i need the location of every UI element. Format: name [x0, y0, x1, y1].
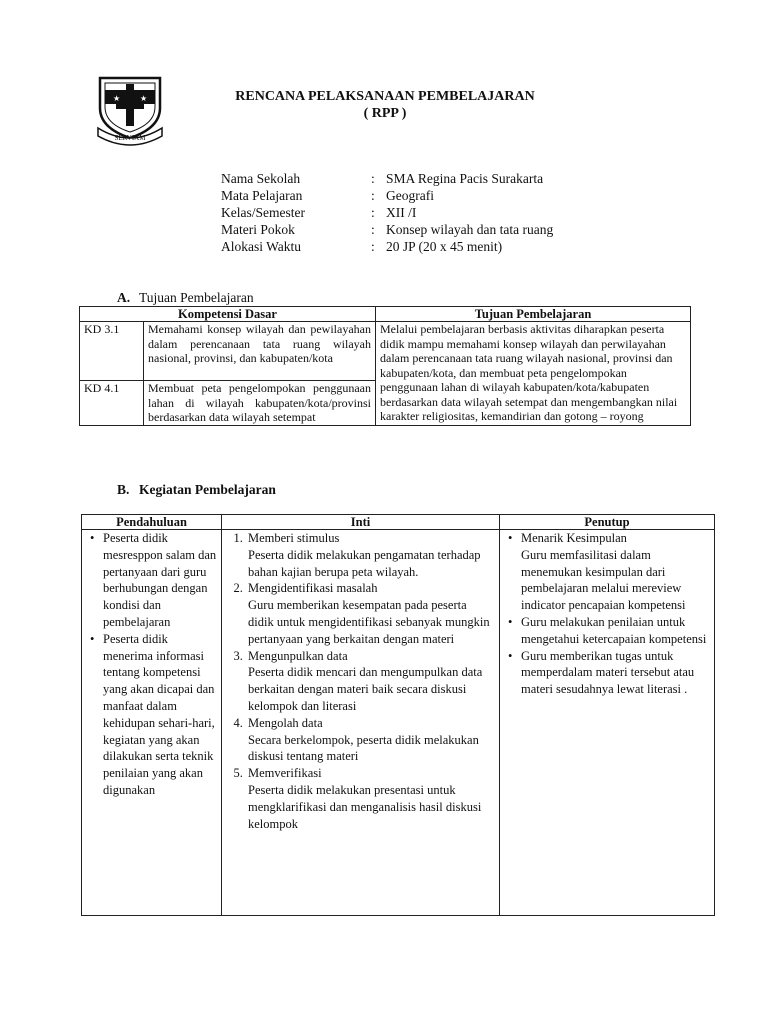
table-row: [82, 530, 715, 916]
closing-title: • Guru melakukan penilaian untuk mengetahui ketercapaian kompetensi: [521, 614, 707, 646]
activities-table: [81, 514, 715, 916]
header-penutup: Penutup: [500, 515, 715, 530]
info-colon: :: [371, 239, 375, 254]
table-header-row: [82, 515, 715, 530]
list-item: [521, 530, 710, 614]
info-label: Mata Pelajaran: [221, 188, 303, 203]
inti-cell: [222, 530, 500, 916]
section-b-letter: B.: [117, 482, 130, 497]
section-a-letter: A.: [117, 290, 131, 305]
step-title: 3. Mengunpulkan data: [248, 648, 348, 663]
closing-title: • Menarik Kesimpulan: [521, 531, 627, 545]
logo-motto: SERVIAM: [114, 134, 146, 142]
info-colon: :: [371, 205, 375, 220]
objectives-table: [79, 306, 691, 426]
pendahuluan-cell: [82, 530, 222, 916]
kd-code: KD 4.1: [80, 381, 144, 426]
kd-code: KD 3.1: [80, 322, 144, 381]
closing-title: • Guru memberikan tugas untuk memperdalam materi tersebut atau materi sesudahnya lewat literasi .: [521, 648, 695, 697]
info-value: 20 JP (20 x 45 menit): [386, 239, 503, 254]
section-a-title: Tujuan Pembelajaran: [139, 290, 254, 305]
kd-description: Memahami konsep wilayah dan pewilayahan dalam perencanaan tata ruang wilayah nasional, provinsi, dan kabupaten/kota: [144, 322, 376, 381]
identity-info: [221, 170, 553, 255]
info-value: SMA Regina Pacis Surakarta: [386, 171, 544, 186]
table-header-row: [80, 307, 691, 322]
list-item: [246, 765, 495, 832]
info-row: [221, 170, 553, 187]
list-item: [246, 648, 495, 715]
step-description: Secara berkelompok, peserta didik melakukan diskusi tentang materi: [248, 732, 479, 764]
list-item: [521, 648, 710, 698]
list-item: [521, 614, 710, 648]
info-row: [221, 238, 553, 255]
info-label: Materi Pokok: [221, 222, 295, 237]
step-title: 4. Mengolah data: [248, 715, 323, 730]
list-item: • Peserta didik mesresppon salam dan pertanyaan dari guru berhubungan dengan kondisi dan pembelajaran: [103, 530, 217, 631]
table-row: [80, 322, 691, 381]
list-item: • Peserta didik menerima informasi tentang kompetensi yang akan dicapai dan manfaat dalam kehidupan sehari-hari, kegiatan yang akan dilakukan serta teknik penilaian yang akan digunakan: [103, 631, 217, 799]
section-b-title: Kegiatan Pembelajaran: [139, 482, 276, 497]
step-description: Guru memberikan kesempatan pada peserta didik untuk mengidentifikasi sebanyak mungkin pertanyaan yang berkaitan dengan materi: [248, 598, 490, 646]
document-subtitle: ( RPP ): [363, 106, 407, 121]
info-colon: :: [371, 188, 375, 203]
info-row: [221, 204, 553, 221]
info-value: Konsep wilayah dan tata ruang: [386, 222, 554, 237]
step-description: Peserta didik mencari dan mengumpulkan data berkaitan dengan materi baik secara diskusi kelompok dan literasi: [248, 665, 483, 713]
step-title: 5. Memverifikasi: [248, 766, 322, 781]
info-label: Nama Sekolah: [221, 171, 301, 186]
info-row: [221, 187, 553, 204]
step-title: 1. Memberi stimulus: [248, 531, 340, 545]
list-item: [246, 580, 495, 647]
info-colon: :: [371, 222, 375, 237]
learning-goal: Melalui pembelajaran berbasis aktivitas diharapkan peserta didik mampu memahami konsep wilayah dan perwilayahan dalam perencanaan tata ruang wilayah nasional, provinsi dan kabupaten/kota, dan membuat peta pengelompokan penggunaan lahan di wilayah kabupaten/kota/kabupaten berdasarkan data wilayah setempat dan mengembangkan nilai karakter religiositas, kemandirian dan gotong – royong: [376, 322, 691, 426]
info-value: Geografi: [386, 188, 434, 203]
info-colon: :: [371, 171, 375, 186]
section-a-heading: [117, 289, 254, 306]
section-b-heading: [117, 481, 276, 498]
list-item: [246, 530, 495, 580]
info-row: [221, 221, 553, 238]
header-pendahuluan: Pendahuluan: [82, 515, 222, 530]
closing-description: Guru memfasilitasi dalam menemukan kesimpulan dari pembelajaran melalui mereview indicator pencapaian kompetensi: [521, 547, 686, 613]
document-title: RENCANA PELAKSANAAN PEMBELAJARAN: [235, 89, 535, 104]
step-description: Peserta didik melakukan pengamatan terhadap bahan kajian berupa peta wilayah.: [248, 547, 481, 579]
penutup-cell: [500, 530, 715, 916]
header-tujuan-pembelajaran: Tujuan Pembelajaran: [376, 307, 691, 322]
step-description: Peserta didik melakukan presentasi untuk mengklarifikasi dan menganalisis hasil diskusi kelompok: [248, 782, 482, 831]
svg-text:★: ★: [140, 94, 148, 103]
header-kompetensi-dasar: Kompetensi Dasar: [80, 307, 376, 322]
info-label: Kelas/Semester: [221, 205, 305, 220]
step-title: 2. Mengidentifikasi masalah: [248, 581, 378, 596]
svg-text:★: ★: [113, 94, 121, 103]
info-label: Alokasi Waktu: [221, 239, 302, 254]
info-value: XII /I: [386, 205, 417, 220]
kd-description: Membuat peta pengelompokan penggunaan lahan di wilayah kabupaten/kota/provinsi berdasarkan data wilayah setempat: [144, 381, 376, 426]
header-inti: Inti: [222, 515, 500, 530]
list-item: [246, 715, 495, 765]
